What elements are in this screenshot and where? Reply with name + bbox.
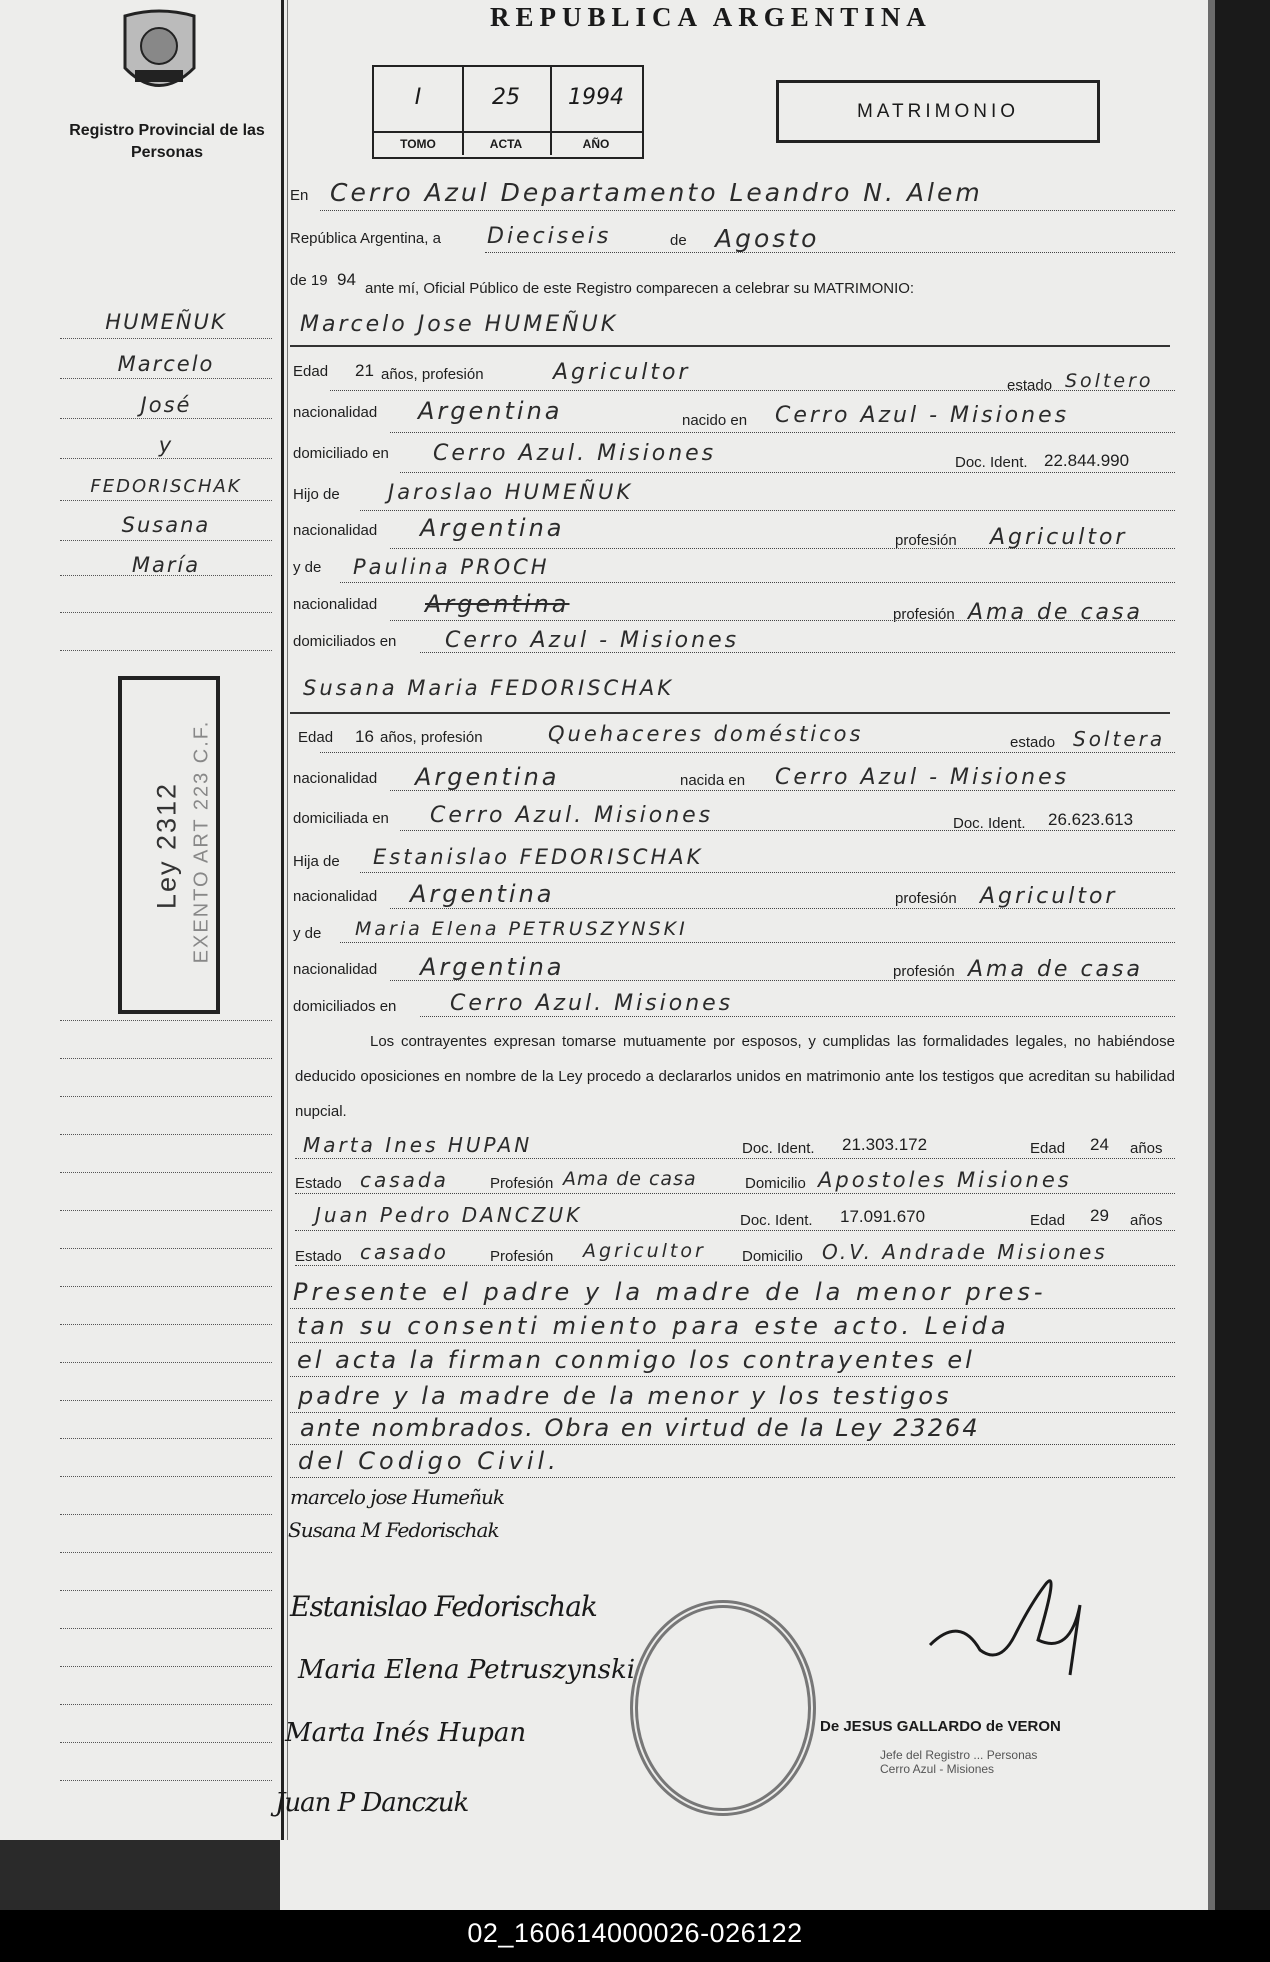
note-line: padre y la madre de la menor y los testigos: [298, 1382, 952, 1410]
witness2-estado: casado: [360, 1240, 449, 1264]
margin-divider: [281, 0, 284, 1840]
bride-doms-label: domiciliados en: [293, 998, 397, 1015]
note-line: tan su consenti miento para este acto. Leida: [297, 1312, 1010, 1340]
rule: [320, 752, 1175, 753]
groom-parents-dom: Cerro Azul - Misiones: [445, 628, 740, 653]
witness1-name: Marta Ines HUPAN: [303, 1133, 533, 1157]
rule: [390, 432, 1175, 433]
scan-footer: [0, 1910, 1270, 1962]
rule: [60, 540, 272, 541]
groom-birthplace: Cerro Azul - Misiones: [775, 403, 1070, 428]
bride-birthplace: Cerro Azul - Misiones: [775, 765, 1070, 790]
republica-label: República Argentina, a: [290, 230, 441, 247]
rule: [60, 1134, 272, 1135]
section-rule: [290, 712, 1170, 714]
bride-yde-label: y de: [293, 925, 322, 942]
bride-father-nat-label: nacionalidad: [293, 888, 378, 905]
bride-profession: Quehaceres domésticos: [548, 722, 864, 746]
witness2-edad-label: Edad: [1030, 1212, 1066, 1229]
rule: [60, 1096, 272, 1097]
witness2-domicile: O.V. Andrade Misiones: [822, 1240, 1108, 1264]
rule: [485, 252, 1175, 253]
en-label: En: [290, 187, 309, 204]
tomo-cell: [374, 67, 464, 155]
rule: [290, 1308, 1175, 1309]
year-value: 94: [337, 270, 356, 289]
witness1-estado: casada: [360, 1168, 449, 1192]
witness1-doc-label: Doc. Ident.: [742, 1140, 815, 1157]
rule: [290, 1477, 1175, 1478]
groom-profession: Agricultor: [553, 360, 691, 385]
witness2-name: Juan Pedro DANCZUK: [315, 1203, 583, 1227]
rule: [60, 1210, 272, 1211]
note-line: el acta la firman conmigo los contrayentes el: [297, 1346, 975, 1374]
bride-doc-label: Doc. Ident.: [953, 815, 1026, 832]
groom-estado: Soltero: [1065, 370, 1154, 392]
margin-divider-thin: [287, 0, 288, 1840]
document-type-box: MATRIMONIO: [776, 80, 1100, 143]
rule: [60, 500, 272, 501]
groom-dom-label: domiciliado en: [293, 445, 389, 462]
rule: [290, 1342, 1175, 1343]
acta-cell: [462, 67, 552, 155]
officer-name: De JESUS GALLARDO de VERON: [820, 1718, 1061, 1735]
groom-nationality: Argentina: [418, 397, 563, 425]
month-value: Agosto: [715, 224, 820, 253]
rule: [60, 575, 272, 576]
bride-estado-label: estado: [1010, 734, 1056, 751]
groom-father-nat: Argentina: [420, 514, 565, 542]
bride-age: 16: [355, 727, 374, 746]
groom-mother: Paulina PROCH: [353, 555, 550, 579]
witness1-anios: años: [1130, 1140, 1163, 1157]
margin-name4: María: [131, 553, 201, 577]
rule: [60, 1704, 272, 1705]
rule: [390, 908, 1175, 909]
groom-edad-label: Edad: [293, 363, 329, 380]
bride-mother-prof: Ama de casa: [968, 957, 1143, 982]
rule: [60, 458, 272, 459]
officer-place: Cerro Azul - Misiones: [880, 1762, 995, 1776]
witness1-prof-label: Profesión: [490, 1175, 554, 1192]
groom-domicile: Cerro Azul. Misiones: [433, 441, 717, 466]
place-value: Cerro Azul Departamento Leandro N. Alem: [330, 178, 983, 207]
rule: [60, 1780, 272, 1781]
witness2-anios: años: [1130, 1212, 1163, 1229]
rule: [60, 1666, 272, 1667]
witness2-age: 29: [1090, 1206, 1109, 1225]
groom-father-prof-label: profesión: [895, 532, 957, 549]
witness2-prof-label: Profesión: [490, 1248, 554, 1265]
bride-nac-label: nacionalidad: [293, 770, 378, 787]
day-value: Dieciseis: [487, 224, 612, 249]
rule: [60, 1248, 272, 1249]
bride-doc: 26.623.613: [1048, 810, 1134, 829]
acta-value: 25: [492, 85, 520, 110]
bride-mother-prof-label: profesión: [893, 963, 955, 980]
bride-nacida-label: nacida en: [680, 772, 746, 789]
rule: [60, 338, 272, 339]
bride-domicile: Cerro Azul. Misiones: [430, 803, 714, 828]
rule: [400, 830, 1175, 831]
rule: [390, 548, 1175, 549]
bride-anios-label: años, profesión: [380, 729, 483, 746]
groom-doc: 22.844.990: [1044, 451, 1130, 470]
rule: [290, 1412, 1175, 1413]
witness1-doc: 21.303.172: [842, 1135, 928, 1154]
bride-nationality: Argentina: [415, 763, 560, 791]
bride-father-prof-label: profesión: [895, 890, 957, 907]
rule: [60, 1172, 272, 1173]
scan-border-right: [1215, 0, 1270, 1910]
provincial-seal-icon: [117, 8, 202, 103]
bride-hija-label: Hija de: [293, 853, 340, 870]
country-title: REPUBLICA ARGENTINA: [490, 2, 932, 32]
witness1-profession: Ama de casa: [563, 1168, 697, 1190]
rule: [420, 1016, 1175, 1017]
record-number-box: [372, 65, 644, 159]
groom-mother-prof-label: profesión: [893, 606, 955, 623]
witness1-domicile: Apostoles Misiones: [818, 1168, 1072, 1192]
groom-mother-nat-label: nacionalidad: [293, 596, 378, 613]
rule: [290, 1376, 1175, 1377]
rule: [60, 1286, 272, 1287]
bride-father-nat: Argentina: [410, 880, 555, 908]
margin-name3: Susana: [121, 513, 211, 537]
rule: [390, 980, 1175, 981]
scan-id: 02_160614000026-026122: [467, 1918, 803, 1948]
groom-father-nat-label: nacionalidad: [293, 522, 378, 539]
witness2-estado-label: Estado: [295, 1248, 342, 1265]
groom-mother-prof: Ama de casa: [968, 600, 1143, 625]
groom-full-name: Marcelo Jose HUMEÑUK: [300, 312, 619, 337]
rule: [60, 1590, 272, 1591]
groom-mother-nat: Argentina: [425, 590, 570, 618]
note-line: Presente el padre y la madre de la menor pres-: [293, 1278, 1047, 1306]
anio-cell: [550, 67, 642, 155]
groom-father-prof: Agricultor: [990, 525, 1128, 550]
rule: [60, 1058, 272, 1059]
rule: [60, 1324, 272, 1325]
scan-border-bottom: [0, 1840, 280, 1910]
rule: [60, 612, 272, 613]
note-line: del Codigo Civil.: [298, 1447, 560, 1475]
witness2-doc-label: Doc. Ident.: [740, 1212, 813, 1229]
anio-label: AÑO: [550, 131, 642, 151]
margin-conjunction: y: [158, 433, 174, 457]
rule: [400, 472, 1175, 473]
signature-witness1: Marta Inés Hupan: [285, 1718, 527, 1748]
rule: [60, 1362, 272, 1363]
bride-mother-nat: Argentina: [420, 953, 565, 981]
bride-mother: Maria Elena PETRUSZYNSKI: [355, 918, 688, 940]
rule: [60, 650, 272, 651]
rule: [60, 1400, 272, 1401]
rule: [340, 942, 1175, 943]
witness2-doc: 17.091.670: [840, 1207, 926, 1226]
rule: [390, 620, 1175, 621]
note-line: ante nombrados. Obra en virtud de la Ley 23264: [300, 1414, 980, 1442]
rule: [295, 1230, 1175, 1231]
bride-full-name: Susana Maria FEDORISCHAK: [303, 676, 675, 700]
bride-dom-label: domiciliada en: [293, 810, 389, 827]
groom-doc-label: Doc. Ident.: [955, 454, 1028, 471]
officer-title: Jefe del Registro ... Personas: [880, 1748, 1038, 1762]
rule: [340, 582, 1175, 583]
stamp-line2: EXENTO ART 223 C.F.: [190, 719, 213, 964]
de-label: de: [670, 232, 687, 249]
groom-father: Jaroslao HUMEÑUK: [388, 480, 634, 504]
groom-nac-label: nacionalidad: [293, 404, 378, 421]
rule: [60, 378, 272, 379]
tomo-value: I: [414, 85, 422, 110]
rule: [295, 1158, 1175, 1159]
groom-doms-label: domiciliados en: [293, 633, 397, 650]
rule: [390, 790, 1175, 791]
rule: [295, 1193, 1175, 1194]
witness1-estado-label: Estado: [295, 1175, 342, 1192]
signature-bride-mother: Maria Elena Petruszynski: [298, 1655, 636, 1685]
rule: [360, 510, 1175, 511]
bride-mother-nat-label: nacionalidad: [293, 961, 378, 978]
official-seal: [630, 1600, 816, 1816]
rule: [60, 1552, 272, 1553]
stamp-line1: Ley 2312: [151, 781, 182, 910]
rule: [360, 872, 1175, 873]
margin-name1: Marcelo: [117, 352, 215, 376]
witness2-dom-label: Domicilio: [742, 1248, 803, 1265]
registry-name: Registro Provincial de las Personas: [69, 122, 265, 161]
groom-estado-label: estado: [1007, 377, 1053, 394]
groom-age: 21: [355, 361, 374, 380]
signature-witness2: Juan P Danczuk: [275, 1788, 469, 1818]
margin-surname2: FEDORISCHAK: [90, 476, 242, 497]
bride-parents-dom: Cerro Azul. Misiones: [450, 991, 734, 1016]
legal-declaration: Los contrayentes expresan tomarse mutuamente por esposos, y cumplidas las formalidades legales, no habiéndose deducido oposiciones en nombre de la Ley procedo a declararlos unidos en matrimonio ante los testigos que acreditan su habilidad nupcial.: [295, 1033, 1175, 1120]
rule: [60, 1742, 272, 1743]
rule: [60, 1514, 272, 1515]
bride-edad-label: Edad: [298, 729, 334, 746]
officer-signature: [920, 1545, 1100, 1685]
groom-nacido-label: nacido en: [682, 412, 748, 429]
bride-father-prof: Agricultor: [980, 884, 1118, 909]
groom-hijo-label: Hijo de: [293, 486, 340, 503]
bride-father: Estanislao FEDORISCHAK: [373, 845, 704, 869]
rule: [420, 652, 1175, 653]
witness1-edad-label: Edad: [1030, 1140, 1066, 1157]
tomo-label: TOMO: [374, 131, 462, 151]
acta-label: ACTA: [462, 131, 550, 151]
rule: [330, 390, 1175, 391]
year-label: de 19: [290, 272, 328, 289]
rule: [295, 1265, 1175, 1266]
groom-yde-label: y de: [293, 559, 322, 576]
rule: [60, 1476, 272, 1477]
signature-bride: Susana M Fedorischak: [288, 1518, 499, 1542]
margin-name2: José: [140, 393, 192, 417]
rule: [290, 1444, 1175, 1445]
signature-bride-father: Estanislao Fedorischak: [290, 1590, 597, 1623]
margin-surname: HUMEÑUK: [105, 310, 227, 334]
statement: ante mí, Oficial Público de este Registro comparecen a celebrar su MATRIMONIO:: [365, 280, 915, 297]
rule: [320, 210, 1175, 211]
groom-anios-label: años, profesión: [381, 366, 484, 383]
bride-estado: Soltera: [1073, 727, 1166, 751]
section-rule: [290, 345, 1170, 347]
rule: [60, 1020, 272, 1021]
witness2-profession: Agricultor: [583, 1240, 706, 1262]
witness1-age: 24: [1090, 1135, 1109, 1154]
witness1-dom-label: Domicilio: [745, 1175, 806, 1192]
rule: [60, 418, 272, 419]
rule: [60, 1438, 272, 1439]
anio-value: 1994: [568, 85, 624, 110]
exemption-stamp: [118, 676, 220, 1014]
rule: [60, 1628, 272, 1629]
signature-groom: marcelo jose Humeñuk: [290, 1485, 504, 1509]
